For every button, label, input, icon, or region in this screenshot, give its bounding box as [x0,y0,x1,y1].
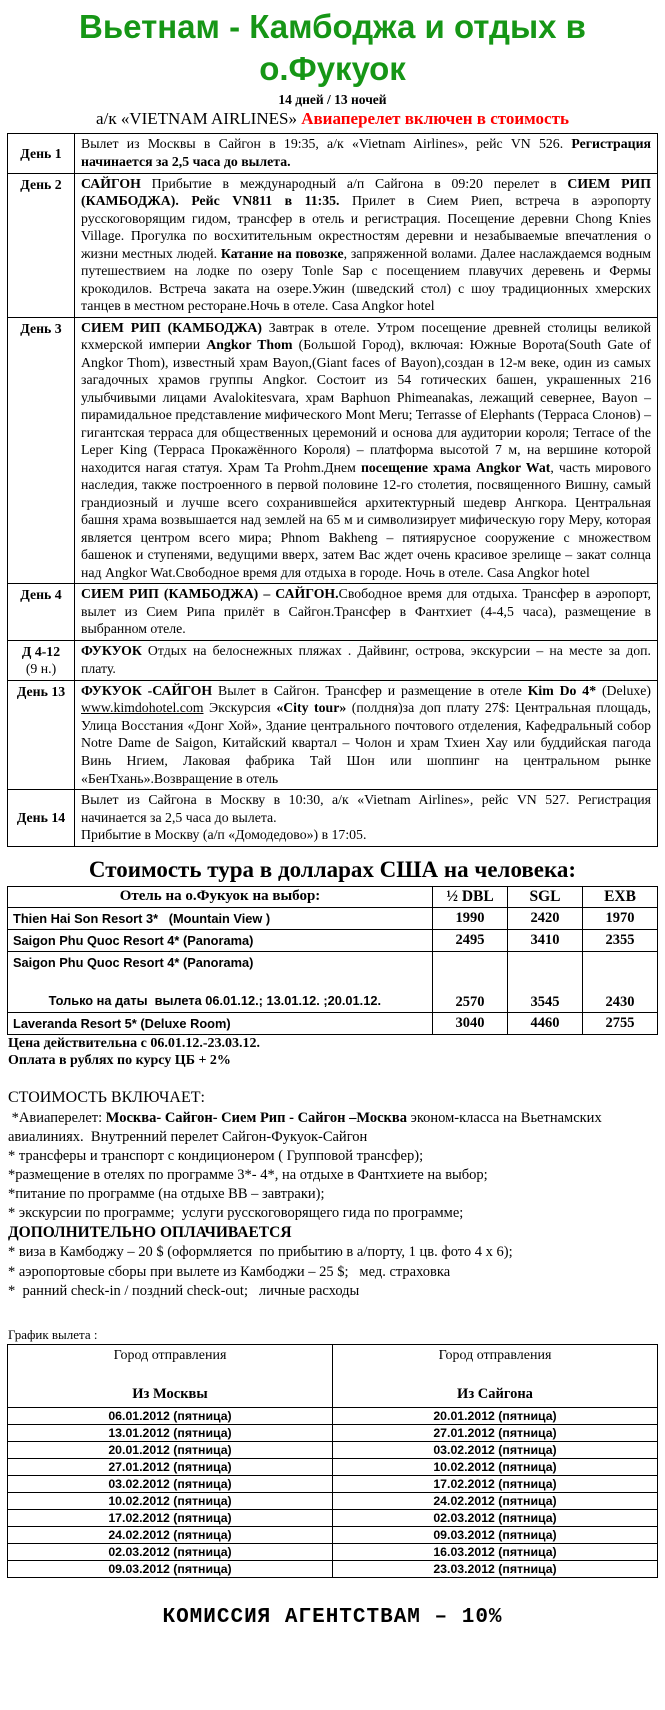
from-moscow-label: Из Москвы [132,1385,208,1402]
moscow-departure-date: 06.01.2012 (пятница) [8,1407,333,1424]
text-segment: Свободное время для отдыха. Трансфер в аэропорт, вылет из Сием Рипа прилёт в Сайгон.Трансфер в Фантхиет (4-4,5 часа), размещение в выбранном отеле. [81,586,651,637]
text-segment: *Авиаперелет: [8,1109,106,1126]
text-segment: * экскурсии по программе; услуги русскоговорящего гида по программе; [8,1205,464,1222]
price-exb: 2355 [583,929,658,951]
hotel-name: Laveranda Resort 5* (Deluxe Room) [8,1012,433,1034]
text-segment: Kim Do 4* [527,682,597,698]
schedule-row [8,1441,658,1458]
price-dbl: 1990 [433,907,508,929]
text-segment: Москва- Сайгон- Сием Рип - Сайгон –Москва [105,1109,407,1126]
includes-item [8,1109,659,1147]
pricing-row [8,1012,658,1034]
schedule-row [8,1475,658,1492]
pricing-row [8,929,658,951]
includes-item [8,1166,659,1185]
day-description [75,640,658,680]
moscow-departure-date: 27.01.2012 (пятница) [8,1458,333,1475]
text-segment: посещение храма Angkor Wat [360,459,551,475]
day-description [75,317,658,584]
pricing-title: Стоимость тура в долларах США на человека: [88,856,577,882]
price-exb: 1970 [583,907,658,929]
dbl-column-header: ½ DBL [433,886,508,907]
moscow-departure-date: 13.01.2012 (пятница) [8,1424,333,1441]
hotel-name: Thien Hai Son Resort 3* (Mountain View ) [8,907,433,929]
schedule-row [8,1526,658,1543]
schedule-row [8,1543,658,1560]
pricing-header-row [8,886,658,907]
hotel-name-dates-note: Только на даты вылета 06.01.12.; 13.01.12. ;20.01.12. [48,993,382,1009]
text-segment: Экскурсия [203,700,277,716]
text-segment: Angkor Thom [206,337,293,353]
text-segment: Прибытие в международный а/п Сайгона в 09:20 перелет в [140,175,568,191]
day-label: День 14 [8,790,75,847]
price-sgl: 4460 [508,1012,583,1034]
schedule-row [8,1492,658,1509]
hotel-name: Saigon Phu Quoc Resort 4* (Panorama) Только на даты вылета 06.01.12.; 13.01.12. ;20.01.12. [8,951,433,1012]
hotel-column-header: Отель на о.Фукуок на выбор: [8,886,433,907]
agency-commission-note: КОМИССИЯ АГЕНТСТВАМ – 10% [162,1605,503,1629]
schedule-header-row [8,1344,658,1407]
price-sgl: 3545 [508,951,583,1012]
departure-city-header: Город отправления [438,1347,552,1363]
price-dbl: 3040 [433,1012,508,1034]
day-label: День 2 [8,173,75,317]
schedule-col-saigon [333,1344,658,1407]
text-segment: Регистрация начинается за 2,5 часа до вылета. [81,136,651,169]
page-title: Вьетнам - Камбоджа и отдых в о.Фукуок [79,8,586,88]
additional-item: * ранний check-in / поздний check-out; личные расходы [8,1282,360,1299]
text-segment: (Deluxe) [596,682,651,698]
text-segment: «City tour» [276,700,347,716]
cost-includes-section [8,1089,659,1301]
exb-column-header: EXB [583,886,658,907]
text-segment: Прилет в Сием Риеп, встреча в аэропорту русскоговорящим гидом, трансфер в отель и регистрация. Посещение деревни Chong Knies Village. Прогулка по восхитительным окрестностям деревни и незабываемые впечатления о жизни местных людей. [81,193,651,261]
schedule-row [8,1458,658,1475]
saigon-departure-date: 03.02.2012 (пятница) [333,1441,658,1458]
text-segment: ФУКУОК [81,643,142,659]
includes-item [8,1147,659,1166]
text-segment: Вылет в Сайгон. Трансфер и размещение в отеле [212,682,528,698]
airline-line [6,109,659,129]
flight-included-note: Авиаперелет включен в стоимость [301,109,569,129]
price-dbl: 2495 [433,929,508,951]
departure-schedule-label: График вылета : [8,1326,98,1342]
saigon-departure-date: 09.03.2012 (пятница) [333,1526,658,1543]
day-label: Д 4-12 (9 н.) [8,640,75,680]
text-segment: , часть мирового наследия, также построенного в первой половине 12-го столетия, посвященного Вишну, самый грандиозный и лучше всего сохранившейся архитектурный шедевр Ангкора. Центральная башня храма возвышается над землей на 65 м и символизирует мифическую гору Меру, которая является центром всего мира; Phnom Bakheng – пятиярусное сооружение с множеством башенок и ступенями, ведущими вверх, затем Вас ждет очень красивое зрелище – закат солнца над Angkor Wat.Свободное время для отдыха в городе. Ночь в отеле. Casa Angkor hotel [81,459,651,580]
moscow-departure-date: 03.02.2012 (пятница) [8,1475,333,1492]
day-label: День 1 [8,134,75,173]
day-description [75,584,658,641]
text-segment: (Большой Город), включая: Южные Ворота(South Gate of Angkor Thom), известный храм Bayon,(Giant faces of Bayon),создан в 12-м веке, один из самых загадочных храмов группы Angkor. Состоит из 54 готических башен, украшенных 216 улыбчивыми лицами Avalokitesvara, храм Baphuon Phimeanakas, лежащий севернее, Bayon – пирамидальное представление мифического Mont Meru; Terrasse of Elephants (Терраса Слонов) – гигантская терраса для общественных церемоний и основа для аудитории короля; Terrace of the Leper King (Терраса Прокажённого Короля) – платформа высотой 7 м, на вершине которой находится нагая статуя. Храм Та Prohm.Днем [81,337,652,475]
text-segment: СИЕМ РИП (КАМБОДЖА) [81,319,262,335]
saigon-departure-date: 17.02.2012 (пятница) [333,1475,658,1492]
pricing-row [8,907,658,929]
schedule-col-moscow [8,1344,333,1407]
nights-count: (9 н.) [25,661,57,677]
schedule-row [8,1509,658,1526]
saigon-departure-date: 23.03.2012 (пятница) [333,1560,658,1577]
text-segment: (полдня)за доп плату 27$: Центральная площадь, Улица Восстания «Донг Хой», Здание центрального почтового отделения, Кафедральный собор Notre Dame de Saigon, Китайский квартал – Чолон и храм Тхиен Хау или буддийская пагода Винь Нгием, Лаковая фабрика Тай Шон или шоппинг на центральном рынке «БенТхань».Возвращение в отель [81,700,651,786]
tour-duration: 14 дней / 13 ночей [278,92,387,108]
day-label: День 13 [8,680,75,789]
text-segment: * трансферы и транспорт с кондиционером ( Групповой трансфер); [8,1147,424,1164]
itinerary-row-day4 [8,584,658,641]
moscow-departure-date: 17.02.2012 (пятница) [8,1509,333,1526]
schedule-row [8,1560,658,1577]
day-label: День 4 [8,584,75,641]
day-description [75,680,658,789]
moscow-departure-date: 10.02.2012 (пятница) [8,1492,333,1509]
includes-title: СТОИМОСТЬ ВКЛЮЧАЕТ: [8,1088,205,1106]
text-segment: *питание по программе (на отдыхе ВВ – завтраки); [8,1186,325,1203]
moscow-departure-date: 09.03.2012 (пятница) [8,1560,333,1577]
text-segment: Завтрак в отеле. Утром посещение древней столицы великой кхмерской империи [81,319,651,353]
payment-note: Оплата в рублях по курсу ЦБ + 2% [8,1052,231,1068]
itinerary-row-day3 [8,317,658,584]
moscow-departure-date: 20.01.2012 (пятница) [8,1441,333,1458]
includes-item [8,1185,659,1204]
pricing-row [8,951,658,1012]
itinerary-row-day14 [8,790,658,847]
saigon-departure-date: 10.02.2012 (пятница) [333,1458,658,1475]
airline-name: а/к «VIETNAM AIRLINES» [96,109,302,129]
saigon-departure-date: 24.02.2012 (пятница) [333,1492,658,1509]
text-segment: *размещение в отелях по программе 3*- 4*, на отдыхе в Фантхиете на выбор; [8,1167,488,1184]
from-saigon-label: Из Сайгона [457,1385,533,1402]
departure-schedule-table [7,1344,658,1578]
departure-city-header: Город отправления [113,1347,227,1363]
itinerary-row-day1 [8,134,658,173]
text-segment: САЙГОН [81,175,141,191]
sgl-column-header: SGL [508,886,583,907]
moscow-departure-date: 24.02.2012 (пятница) [8,1526,333,1543]
price-sgl: 3410 [508,929,583,951]
additional-title: ДОПОЛНИТЕЛЬНО ОПЛАЧИВАЕТСЯ [8,1224,292,1242]
saigon-departure-date: 20.01.2012 (пятница) [333,1407,658,1424]
text-segment: эконом-класса на Вьетнамских авиалиниях. Внутренний перелет Сайгон-Фукуок-Сайгон [8,1109,606,1145]
additional-item: * аэропортовые сборы при вылете из Камбоджи – 25 $; мед. страховка [8,1263,451,1280]
includes-item [8,1204,659,1223]
text-segment: Вылет из Сайгона в Москву в 10:30, а/к «Vietnam Airlines», рейс VN 527. Регистрация начинается за 2,5 часа до вылета. [81,792,651,825]
text-segment: ФУКУОК -САЙГОН [81,682,213,698]
saigon-departure-date: 02.03.2012 (пятница) [333,1509,658,1526]
text-segment: , запряженной волами. Далее наслаждаемся водным путешествием на лодке по озеру Tonle Sap с посещением плавучих деревень и Фермы крокодилов. Встреча заката на озере.Ужин (шведский стол) с шоу традиционных хмерских танцев в местном ресторане.Ночь в отеле. Casa Angkor hotel [81,245,652,314]
price-exb: 2755 [583,1012,658,1034]
price-dbl: 2570 [433,951,508,1012]
moscow-departure-date: 02.03.2012 (пятница) [8,1543,333,1560]
day-description [75,790,658,847]
schedule-row [8,1424,658,1441]
itinerary-row-day13 [8,680,658,789]
itinerary-table [7,133,658,846]
hotel-name: Saigon Phu Quoc Resort 4* (Panorama) [8,929,433,951]
additional-item: * виза в Камбоджу – 20 $ (оформляется по прибытию в а/порту, 1 цв. фото 4 х 6); [8,1244,513,1261]
kimdohotel-link[interactable]: www.kimdohotel.com [81,700,204,716]
text-segment: Катание на повозке [220,245,344,261]
day-label: День 3 [8,317,75,584]
price-validity-note: Цена действительна с 06.01.12.-23.03.12. [8,1035,261,1051]
text-segment: Отдых на белоснежных пляжах . Дайвинг, острова, экскурсии – на месте за доп. плату. [81,643,651,676]
price-sgl: 2420 [508,907,583,929]
day-description [75,173,658,317]
schedule-row [8,1407,658,1424]
text-segment: Прибытие в Москву (а/п «Домодедово») в 17:05. [81,827,367,843]
text-segment: Вылет из Москвы в Сайгон в 19:35, а/к «Vietnam Airlines», рейс VN 526. [81,136,572,152]
saigon-departure-date: 16.03.2012 (пятница) [333,1543,658,1560]
itinerary-row-day2 [8,173,658,317]
saigon-departure-date: 27.01.2012 (пятница) [333,1424,658,1441]
itinerary-row-days4-12 [8,640,658,680]
day-description [75,134,658,173]
text-segment: СИЕМ РИП (КАМБОДЖА) – САЙГОН. [81,586,339,602]
price-exb: 2430 [583,951,658,1012]
pricing-table [7,886,658,1035]
text-segment: СИЕМ РИП (КАМБОДЖА). Рейс VN811 в 11:35. [81,175,651,209]
